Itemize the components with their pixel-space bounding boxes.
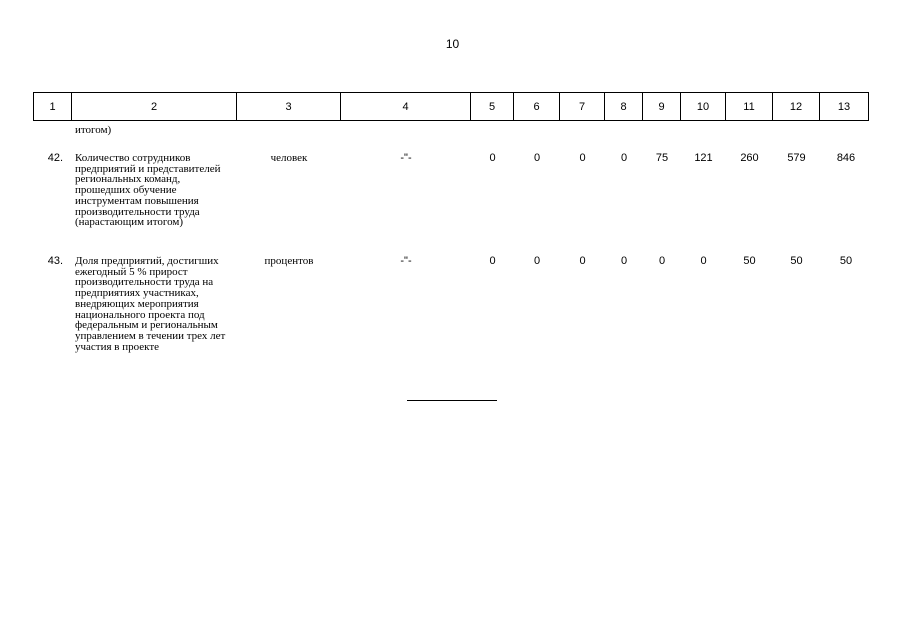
value-col-11: 50 — [743, 255, 756, 267]
col-header-9: 9 — [643, 93, 681, 121]
col-header-8: 8 — [605, 93, 643, 121]
value-col-13: 50 — [839, 255, 853, 267]
value-col-7: 0 — [579, 255, 586, 267]
col-header-4: 4 — [341, 93, 471, 121]
value-col-5: 0 — [489, 152, 496, 164]
col-header-1: 1 — [34, 93, 72, 121]
ditto-mark: -"- — [400, 152, 412, 164]
column-number-row — [34, 93, 869, 121]
value-col-9: 75 — [655, 152, 669, 164]
col-header-10: 10 — [681, 93, 726, 121]
col-header-2: 2 — [72, 93, 237, 121]
page-number: 10 — [445, 37, 460, 51]
col-header-11: 11 — [726, 93, 773, 121]
value-col-5: 0 — [489, 255, 496, 267]
value-col-10: 121 — [694, 152, 713, 164]
indicator-name: Доля предприятий, достигших ежегодный 5 % прирост производительности труда на предприятиях участниках, внедряющих мероприятия национального проекта под федеральным и региональным управлением в течении трех лет участия в проекте — [75, 255, 226, 353]
col-header-6: 6 — [514, 93, 560, 121]
value-col-8: 0 — [620, 152, 628, 164]
end-of-table-rule — [407, 400, 497, 401]
value-col-13: 846 — [836, 152, 856, 164]
col-header-3: 3 — [237, 93, 341, 121]
value-col-6: 0 — [533, 152, 541, 164]
col-header-5: 5 — [471, 93, 514, 121]
row-number: 42. — [47, 152, 63, 164]
unit-of-measure: процентов — [264, 255, 314, 267]
value-col-12: 579 — [787, 152, 806, 164]
value-col-10: 0 — [700, 255, 707, 267]
ditto-mark: -"- — [400, 255, 412, 267]
value-col-8: 0 — [620, 255, 628, 267]
value-col-9: 0 — [658, 255, 666, 267]
value-col-11: 260 — [740, 152, 759, 164]
col-header-13: 13 — [820, 93, 869, 121]
unit-of-measure: человек — [270, 152, 308, 164]
indicator-name: Количество сотрудников предприятий и представителей региональных команд, прошедших обучение инструментам повышения производительности труда (нарастающим итогом) — [75, 152, 221, 229]
col-header-12: 12 — [773, 93, 820, 121]
value-col-7: 0 — [579, 152, 586, 164]
value-col-6: 0 — [533, 255, 541, 267]
row-number: 43. — [47, 255, 63, 267]
col-header-7: 7 — [560, 93, 605, 121]
column-header-table — [33, 92, 869, 121]
continuation-text: итогом) — [75, 124, 112, 136]
value-col-12: 50 — [790, 255, 803, 267]
